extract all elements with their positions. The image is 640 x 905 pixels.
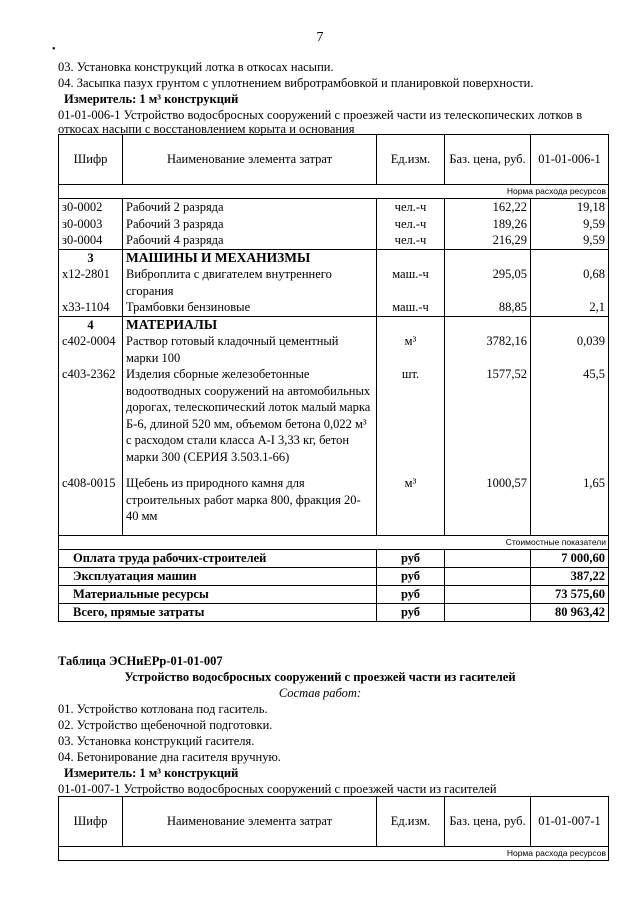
total-unit: руб [377,549,445,567]
row-code: с402-0004 [59,333,123,366]
row-price: 1577,52 [445,366,531,465]
total-row [59,585,609,603]
table-2 [58,796,609,861]
table-row [59,299,609,316]
total-label: Эксплуатация машин [59,567,377,585]
row-unit: м³ [377,333,445,366]
row-norm: 9,59 [531,232,609,249]
row-name: Рабочий 2 разряда [123,199,377,216]
table-row [59,199,609,216]
total-row [59,603,609,621]
table-row [59,333,609,366]
page-number: 7 [316,30,324,45]
code-1-desc-line-2: откосах насыпи с восстановлением корыта и основания [58,122,355,136]
row-norm: 0,039 [531,333,609,366]
row-unit: чел.-ч [377,216,445,233]
row-unit: шт. [377,366,445,465]
norm-note: Норма расхода ресурсов [59,847,609,861]
table-1-header [59,135,609,185]
section-number: 4 [59,316,123,333]
works-heading: Состав работ: [278,686,362,700]
section-number: 3 [59,249,123,266]
section-title: МАТЕРИАЛЫ [123,316,377,333]
header-norm-code: 01-01-007-1 [531,797,609,847]
total-row [59,567,609,585]
total-row [59,549,609,567]
intro-line-2: 04. Засыпка пазух грунтом с уплотнением вибротрамбовкой и планировкой поверхности. [58,76,534,90]
row-norm: 1,65 [531,475,609,525]
section-row [59,316,609,333]
total-label: Оплата труда рабочих-строителей [59,549,377,567]
cost-note: Стоимостные показатели [59,535,609,549]
row-price: 162,22 [445,199,531,216]
header-price: Баз. цена, руб. [445,135,531,185]
row-price: 216,29 [445,232,531,249]
work-item: 03. Установка конструкций гасителя. [58,734,255,748]
row-norm: 9,59 [531,216,609,233]
header-name: Наименование элемента затрат [123,797,377,847]
row-unit: м³ [377,475,445,525]
row-price: 295,05 [445,266,531,299]
total-unit: руб [377,567,445,585]
row-name: Рабочий 4 разряда [123,232,377,249]
work-item: 02. Устройство щебеночной подготовки. [58,718,273,732]
intro-line-1: 03. Установка конструкций лотка в откосах насыпи. [58,60,334,74]
table-2-header [59,797,609,847]
table-row [59,475,609,525]
table-row [59,232,609,249]
code-1-desc-line-1: 01-01-006-1 Устройство водосбросных сооружений с проезжей части из телескопических лотков в [58,108,583,122]
header-name: Наименование элемента затрат [123,135,377,185]
row-code: з0-0004 [59,232,123,249]
row-code: с403-2362 [59,366,123,465]
total-value: 387,22 [531,567,609,585]
row-price: 1000,57 [445,475,531,525]
row-code: х12-2801 [59,266,123,299]
code-2-desc: 01-01-007-1 Устройство водосбросных сооружений с проезжей части из гасителей [58,782,497,796]
measure-2: Измеритель: 1 м³ конструкций [64,766,239,780]
total-unit: руб [377,603,445,621]
table-row [59,216,609,233]
row-name: Раствор готовый кладочный цементный марки 100 [123,333,377,366]
total-label: Материальные ресурсы [59,585,377,603]
total-value: 73 575,60 [531,585,609,603]
work-item: 04. Бетонирование дна гасителя вручную. [58,750,281,764]
header-price: Баз. цена, руб. [445,797,531,847]
row-code: с408-0015 [59,475,123,525]
table-row [59,266,609,299]
row-unit: маш.-ч [377,266,445,299]
table-row [59,366,609,465]
row-price: 189,26 [445,216,531,233]
header-norm-code: 01-01-006-1 [531,135,609,185]
row-code: з0-0003 [59,216,123,233]
row-price: 3782,16 [445,333,531,366]
row-norm: 0,68 [531,266,609,299]
table-2-title: Устройство водосбросных сооружений с проезжей части из гасителей [124,670,516,684]
row-unit: маш.-ч [377,299,445,316]
dot-mark: • [52,44,56,55]
table-1 [58,134,609,622]
row-price: 88,85 [445,299,531,316]
row-norm: 19,18 [531,199,609,216]
norm-note: Норма расхода ресурсов [59,185,609,199]
work-item: 01. Устройство котлована под гаситель. [58,702,268,716]
row-name: Щебень из природного камня для строительных работ марка 800, фракция 20-40 мм [123,475,377,525]
row-unit: чел.-ч [377,232,445,249]
row-code: х33-1104 [59,299,123,316]
total-label: Всего, прямые затраты [59,603,377,621]
section-row [59,249,609,266]
row-name: Виброплита с двигателем внутреннего сгорания [123,266,377,299]
measure-1: Измеритель: 1 м³ конструкций [64,92,239,106]
header-unit: Ед.изм. [377,135,445,185]
header-unit: Ед.изм. [377,797,445,847]
total-value: 7 000,60 [531,549,609,567]
total-value: 80 963,42 [531,603,609,621]
total-unit: руб [377,585,445,603]
row-unit: чел.-ч [377,199,445,216]
header-code: Шифр [59,797,123,847]
header-code: Шифр [59,135,123,185]
table-label: Таблица ЭСНиЕРр-01-01-007 [58,654,223,668]
row-name: Трамбовки бензиновые [123,299,377,316]
row-norm: 45,5 [531,366,609,465]
row-name: Изделия сборные железобетонные водоотводных сооружений на автомобильных дорогах, телескопический лоток малый марка Б-6, длиной 520 мм, объемом бетона 0,022 м³ с расходом стали класса А-I 3,33 кг, бетон марки 300 (СЕРИЯ 3.503.1-66) [123,366,377,465]
row-name: Рабочий 3 разряда [123,216,377,233]
row-code: з0-0002 [59,199,123,216]
row-norm: 2,1 [531,299,609,316]
section-title: МАШИНЫ И МЕХАНИЗМЫ [123,249,377,266]
